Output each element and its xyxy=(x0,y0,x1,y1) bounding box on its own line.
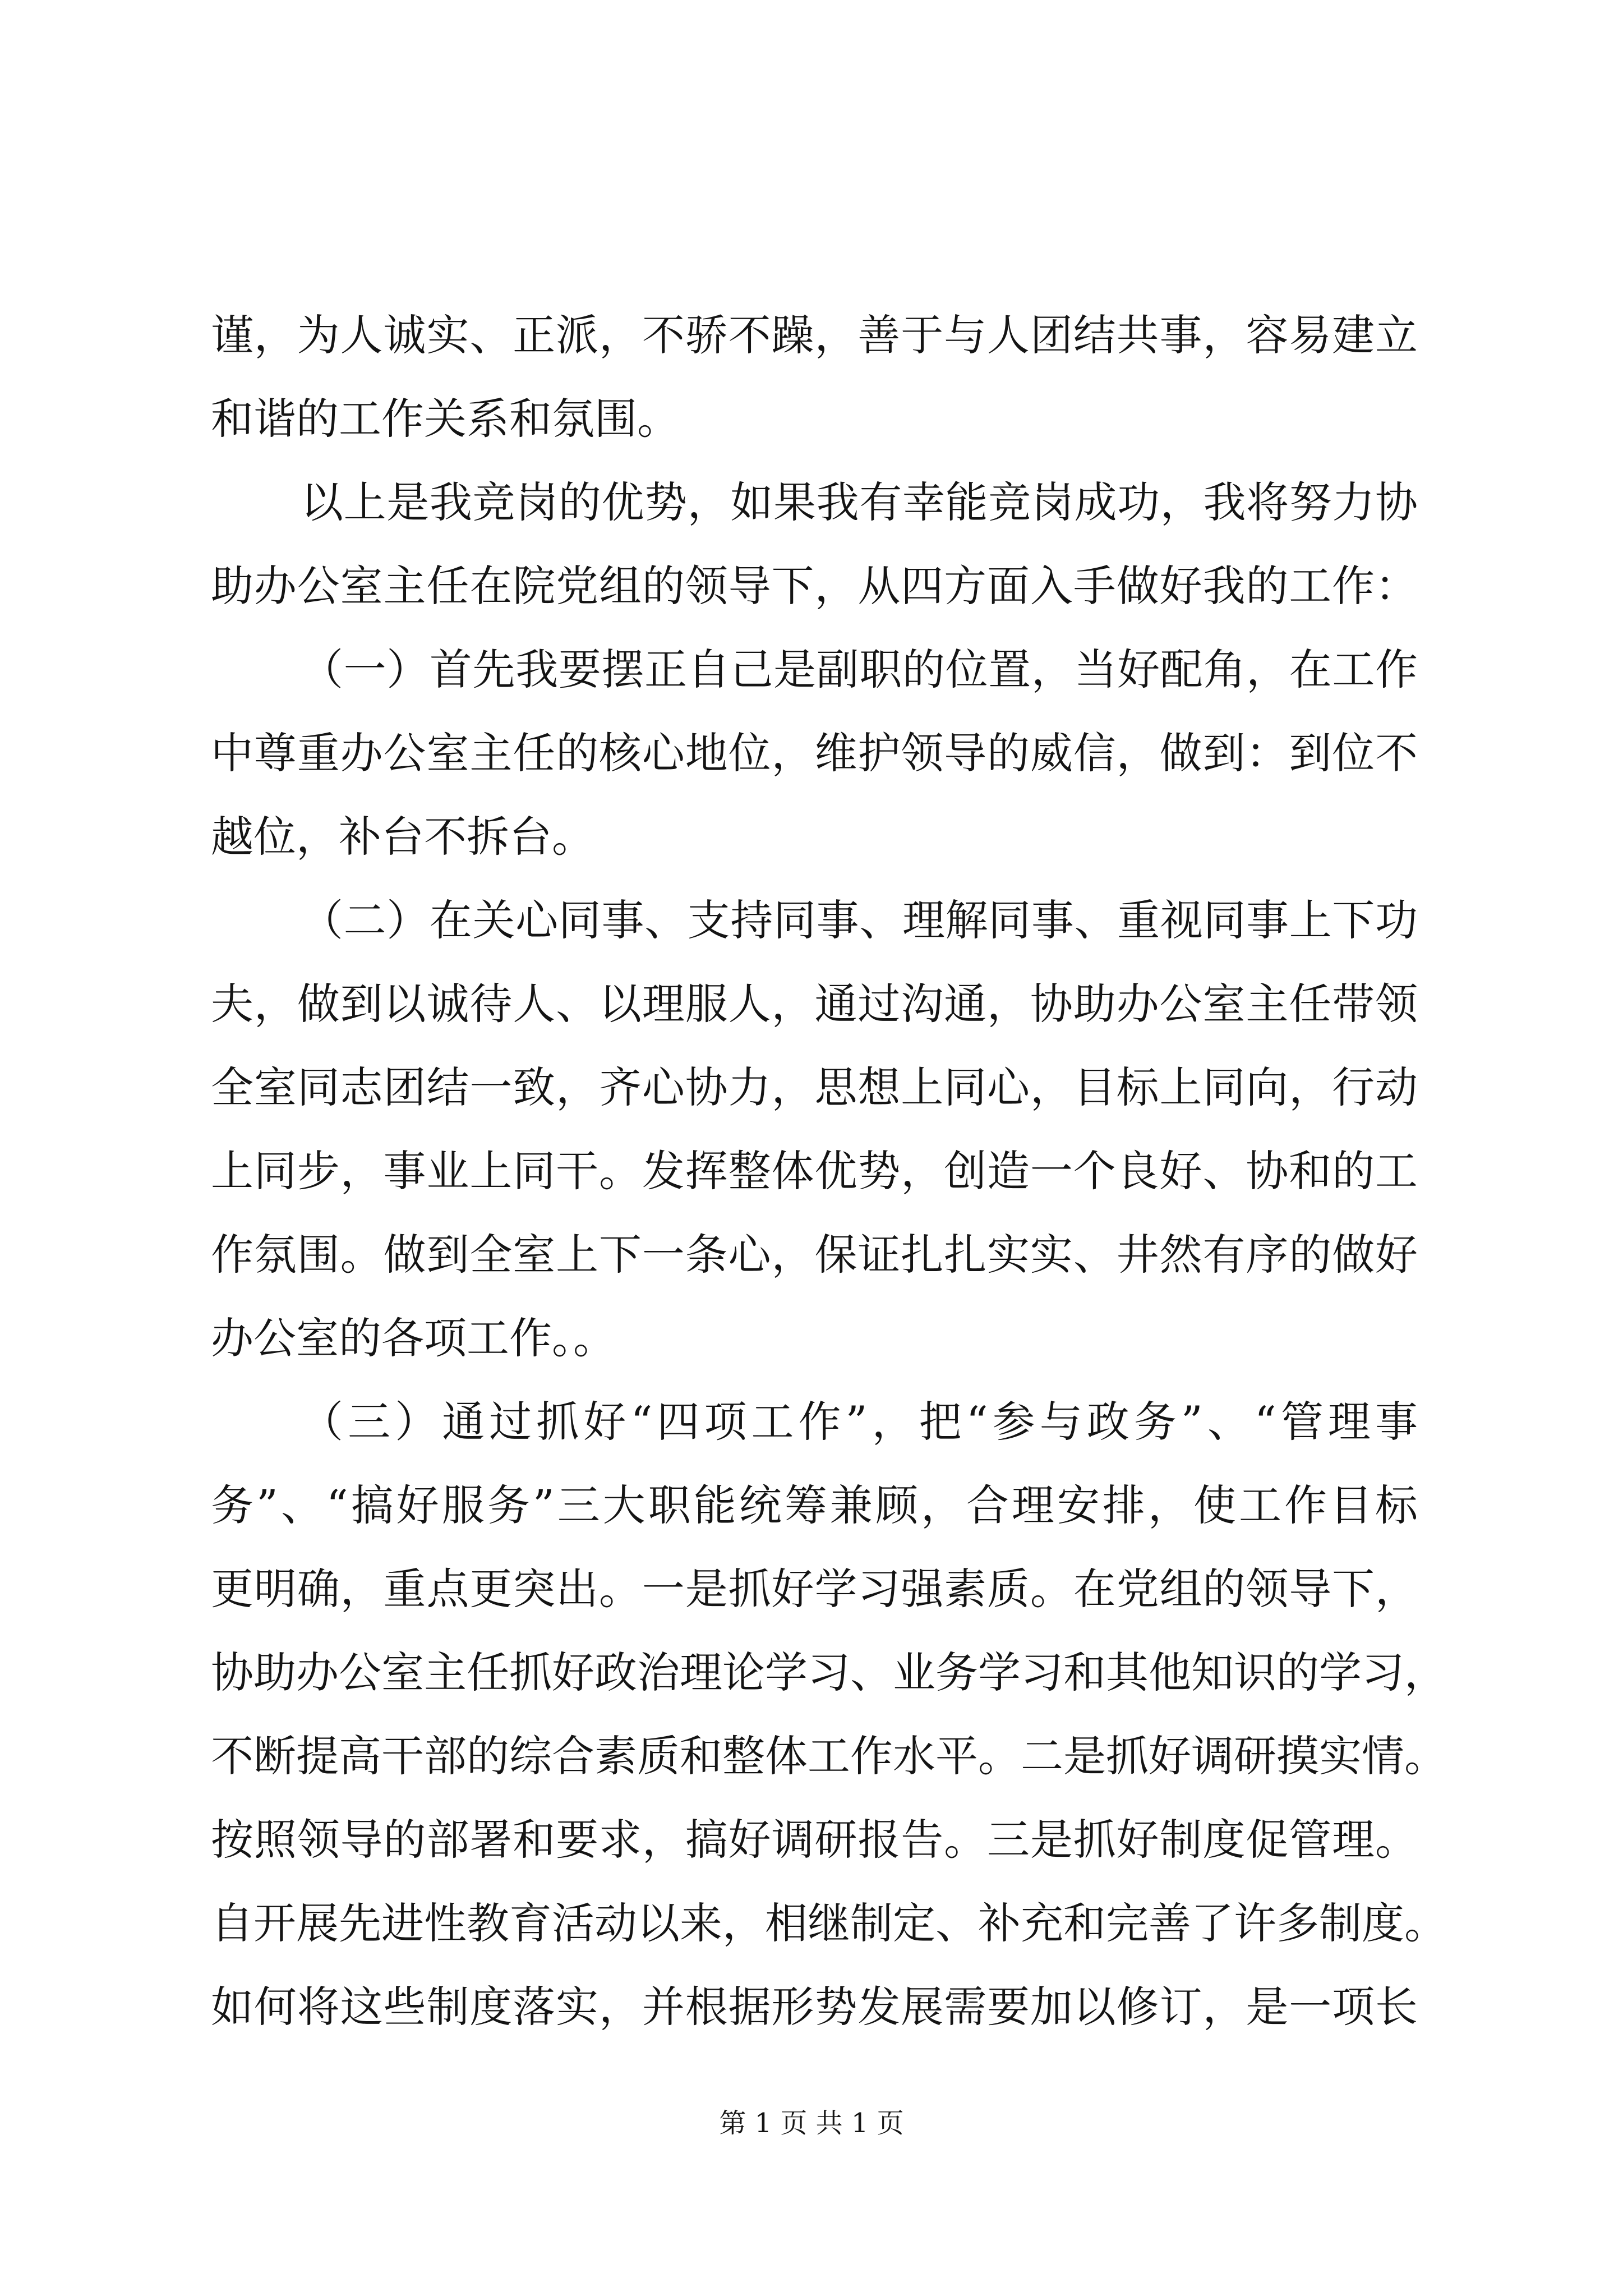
text-line: 谨，为人诚实、正派，不骄不躁，善于与人团结共事，容易建立 xyxy=(211,310,1418,360)
text-line: 越位，补台不拆台。 xyxy=(211,812,594,862)
text-line: 全室同志团结一致，齐心协力，思想上同心，目标上同向，行动 xyxy=(211,1062,1418,1112)
text-line: 自开展先进性教育活动以来，相继制定、补充和完善了许多制度。 xyxy=(211,1898,1447,1948)
document-body xyxy=(211,293,1447,2049)
text-line: 夫，做到以诚待人、以理服人，通过沟通，协助办公室主任带领 xyxy=(211,979,1418,1029)
text-line: 中尊重办公室主任的核心地位，维护领导的威信，做到：到位不 xyxy=(211,728,1418,778)
text-line: 助办公室主任在院党组的领导下，从四方面入手做好我的工作： xyxy=(211,561,1418,611)
text-line: 更明确，重点更突出。一是抓好学习强素质。在党组的领导下， xyxy=(211,1564,1418,1614)
text-line: 和谐的工作关系和氛围。 xyxy=(211,394,680,444)
text-line: 作氛围。做到全室上下一条心，保证扎扎实实、井然有序的做好 xyxy=(211,1230,1418,1280)
text-line: 上同步，事业上同干。发挥整体优势，创造一个良好、协和的工 xyxy=(211,1146,1418,1196)
paragraph-start-line: （三）通过抓好“四项工作”，把“参与政务”、“管理事 xyxy=(301,1397,1418,1447)
text-line: 如何将这些制度落实，并根据形势发展需要加以修订，是一项长 xyxy=(211,1982,1418,2032)
paragraph-start-line: （一）首先我要摆正自己是副职的位置，当好配角，在工作 xyxy=(301,645,1418,694)
paragraph-start-line: （二）在关心同事、支持同事、理解同事、重视同事上下功 xyxy=(301,895,1418,945)
text-line: 办公室的各项工作。。 xyxy=(211,1313,616,1363)
text-line: 务”、“搞好服务”三大职能统筹兼顾，合理安排，使工作目标 xyxy=(211,1480,1418,1530)
text-line: 按照领导的部署和要求，搞好调研报告。三是抓好制度促管理。 xyxy=(211,1815,1418,1865)
page-number-footer: 第 1 页 共 1 页 xyxy=(719,2108,904,2139)
text-line: 不断提高干部的综合素质和整体工作水平。二是抓好调研摸实情。 xyxy=(211,1731,1447,1781)
paragraph-start-line: 以上是我竞岗的优势，如果我有幸能竞岗成功，我将努力协 xyxy=(301,477,1418,527)
text-line: 协助办公室主任抓好政治理论学习、业务学习和其他知识的学习， xyxy=(211,1648,1447,1697)
